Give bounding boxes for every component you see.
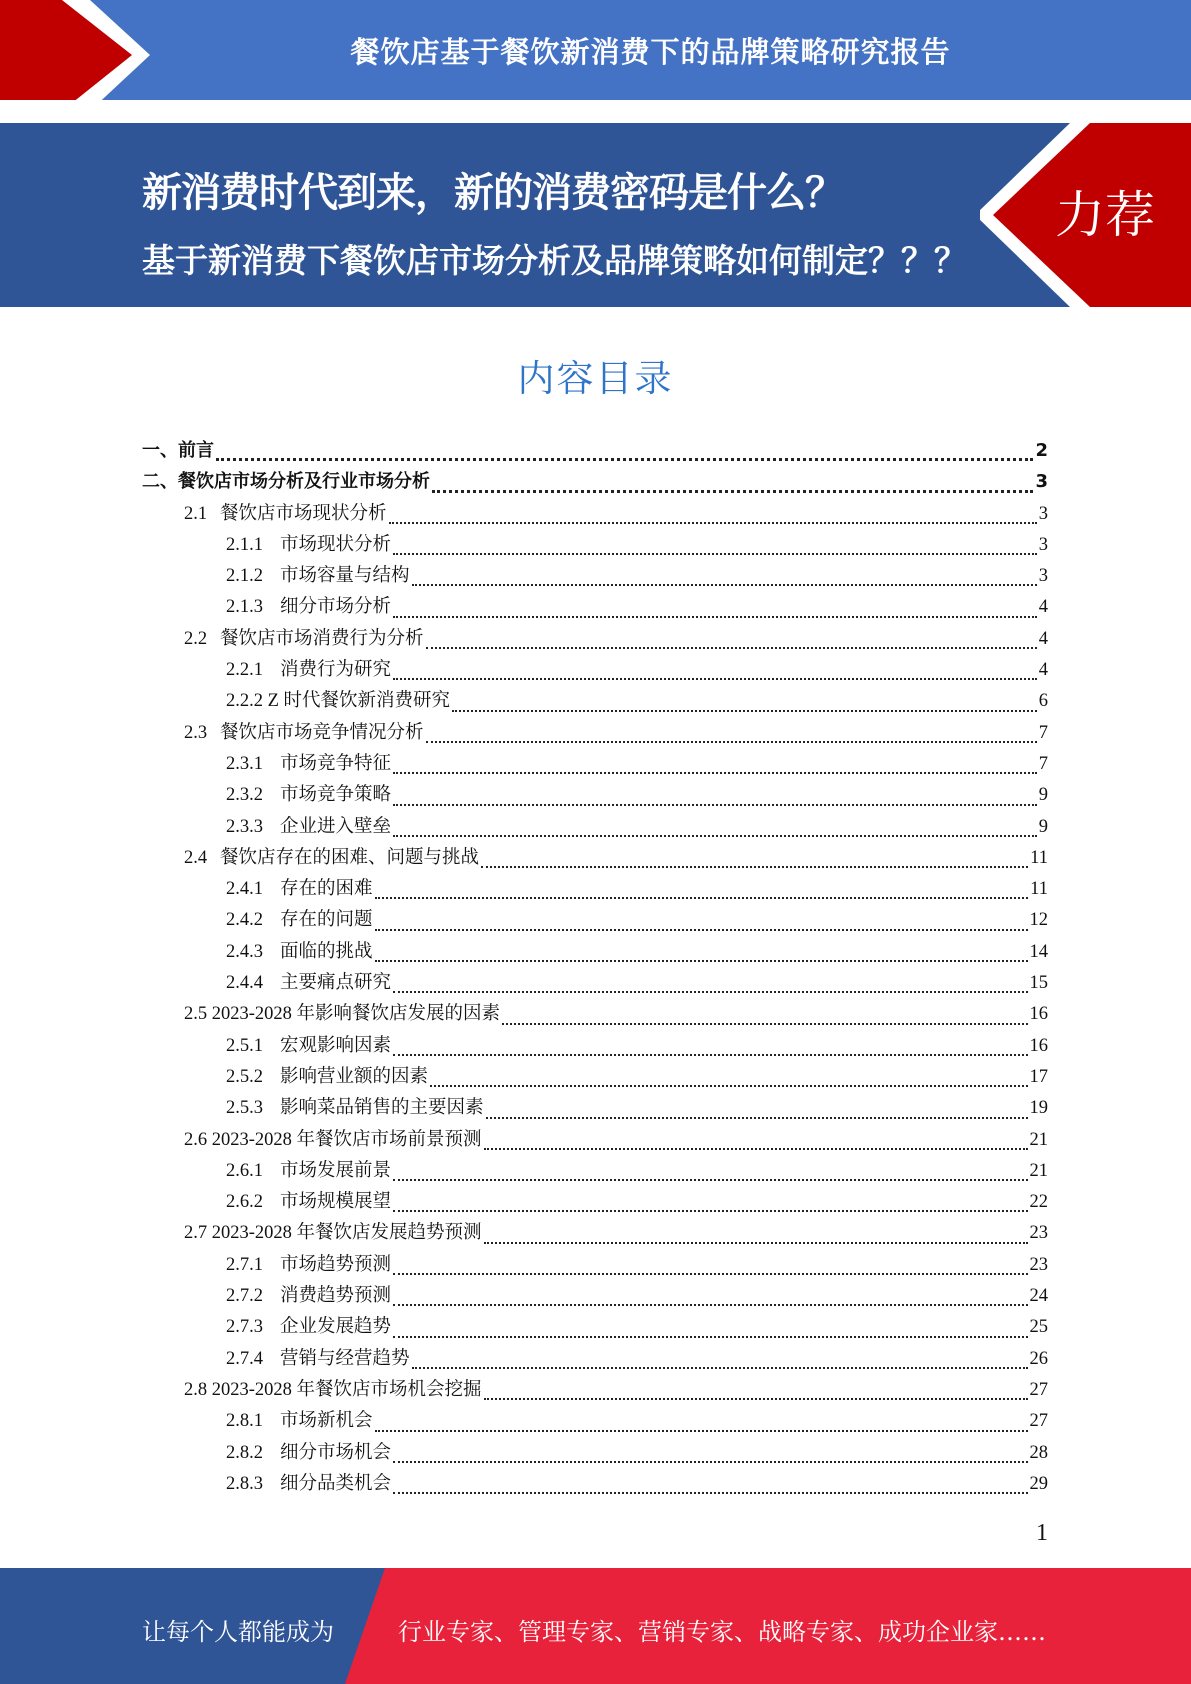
toc-entry-number: 2.1.3: [226, 597, 263, 618]
toc-leader-dots: [393, 1491, 1027, 1494]
toc-entry-label: [226, 592, 391, 618]
toc-entry-text: 市场竞争特征: [280, 753, 392, 774]
toc-entry-page: 25: [1029, 1317, 1048, 1338]
toc-leader-dots: [426, 740, 1037, 743]
toc-leader-dots: [393, 990, 1027, 993]
toc-entry[interactable]: [142, 812, 1048, 843]
toc-entry-text: 餐饮店存在的困难、问题与挑战: [220, 847, 480, 868]
toc-entry-label: [142, 436, 214, 462]
toc-entry[interactable]: [142, 499, 1048, 530]
toc-entry-text: 市场竞争策略: [280, 785, 392, 806]
toc-entry-label: [184, 1125, 482, 1151]
toc-leader-dots: [481, 865, 1028, 868]
toc-entry[interactable]: [142, 624, 1048, 655]
toc-leader-dots: [389, 521, 1037, 524]
toc-entry-number: 2.3.3: [226, 816, 263, 837]
toc-entry-page: 21: [1029, 1160, 1048, 1181]
toc-entry-page: 6: [1038, 691, 1048, 712]
toc-entry-page: 3: [1038, 566, 1048, 587]
toc-entry-text: 细分市场分析: [280, 597, 392, 618]
toc-entry-label: [226, 1406, 373, 1432]
hero-headline: 新消费时代到来，新的消费密码是什么？: [142, 170, 844, 216]
toc-entry-page: 23: [1029, 1254, 1048, 1275]
toc-entry-text: 市场规模展望: [280, 1192, 392, 1213]
toc-leader-dots: [393, 615, 1037, 618]
toc-leader-dots: [393, 1178, 1027, 1181]
toc-entry[interactable]: [142, 1125, 1048, 1156]
toc-entry-page: 9: [1038, 816, 1048, 837]
toc-entry-text: 营销与经营趋势: [280, 1348, 410, 1369]
toc-entry-number: 2.8.3: [226, 1473, 263, 1494]
toc-entry-number: 2.5.1: [226, 1035, 263, 1056]
toc-entry-page: 7: [1038, 753, 1048, 774]
toc-entry-page: 9: [1038, 785, 1048, 806]
toc-entry-page: 16: [1029, 1035, 1048, 1056]
toc-entry[interactable]: [142, 655, 1048, 686]
toc-entry-label: [226, 1031, 391, 1057]
toc-entry[interactable]: [142, 467, 1048, 498]
toc-entry-label: [184, 1218, 482, 1244]
recommend-badge-label: 力荐: [1055, 186, 1155, 244]
toc-entry-text: 消费行为研究: [280, 660, 392, 681]
toc-leader-dots: [393, 552, 1037, 555]
toc-entry-label: [226, 812, 391, 838]
toc-entry-text: 企业进入壁垒: [280, 816, 392, 837]
toc-entry-page: 15: [1029, 973, 1048, 994]
toc-entry-label: [226, 905, 373, 931]
toc-leader-dots: [393, 834, 1037, 837]
toc-entry-text: 影响营业额的因素: [280, 1066, 429, 1087]
toc-leader-dots: [412, 583, 1037, 586]
toc-entry-number: 2.4.2: [226, 910, 263, 931]
toc-entry-page: 16: [1029, 1004, 1048, 1025]
toc-entry-text: 细分市场机会: [280, 1442, 392, 1463]
toc-leader-dots: [375, 928, 1028, 931]
toc-leader-dots: [393, 1335, 1027, 1338]
toc-entry-page: 12: [1029, 910, 1048, 931]
toc-entry-page: 4: [1038, 628, 1048, 649]
toc-entry-label: [226, 1187, 391, 1213]
toc-entry-label: [226, 1250, 391, 1276]
toc-entry-text: 市场新机会: [280, 1411, 373, 1432]
banner-divider: [0, 100, 1191, 111]
toc-entry-page: 11: [1030, 847, 1048, 868]
toc-entry[interactable]: [142, 1438, 1048, 1469]
toc-entry-label: [226, 937, 373, 963]
toc-entry[interactable]: [142, 1187, 1048, 1218]
toc-leader-dots: [375, 896, 1029, 899]
toc-entry-text: 影响菜品销售的主要因素: [280, 1098, 484, 1119]
toc-entry-number: 2.5.2: [226, 1066, 263, 1087]
toc-leader-dots: [484, 1241, 1028, 1244]
toc-entry-number: 2.7.1: [226, 1254, 263, 1275]
toc-entry-page: 27: [1029, 1379, 1048, 1400]
toc-entry-number: 2.4.4: [226, 973, 263, 994]
toc-entry[interactable]: [142, 686, 1048, 717]
toc-entry[interactable]: [142, 1250, 1048, 1281]
toc-entry-label: [184, 999, 500, 1025]
toc-entry-page: 3: [1038, 503, 1048, 524]
toc-entry-page: 26: [1029, 1348, 1048, 1369]
toc-entry-text: 消费趋势预测: [280, 1286, 392, 1307]
toc-entry-number: 2.5.3: [226, 1098, 263, 1119]
toc-entry-label: [226, 749, 391, 775]
toc-entry-text: 市场发展前景: [280, 1160, 392, 1181]
toc-entry-label: [184, 499, 387, 525]
toc-entry[interactable]: [142, 718, 1048, 749]
toc-entry-text: 宏观影响因素: [280, 1035, 392, 1056]
toc-entry-page: 29: [1029, 1473, 1048, 1494]
toc-entry[interactable]: [142, 780, 1048, 811]
report-title: 餐饮店基于餐饮新消费下的品牌策略研究报告: [350, 34, 951, 69]
toc-entry[interactable]: [142, 749, 1048, 780]
toc-entry[interactable]: [142, 1281, 1048, 1312]
toc-entry-text: 2.6 2023-2028 年餐饮店市场前景预测: [184, 1129, 482, 1150]
toc-entry[interactable]: [142, 1218, 1048, 1249]
toc-entry-number: 2.4.3: [226, 941, 263, 962]
toc-leader-dots: [430, 1084, 1027, 1087]
toc-entry-number: 2.4.1: [226, 879, 263, 900]
toc-entry-page: 22: [1029, 1192, 1048, 1213]
toc-entry-label: [226, 561, 410, 587]
toc-entry-text: 市场趋势预测: [280, 1254, 392, 1275]
toc-entry-page: 23: [1029, 1223, 1048, 1244]
top-banner: [0, 0, 1191, 111]
toc-entry-page: 21: [1029, 1129, 1048, 1150]
toc-entry-number: 一、: [142, 440, 178, 461]
toc-entry-page: 24: [1029, 1286, 1048, 1307]
toc-leader-dots: [375, 1429, 1028, 1432]
toc-leader-dots: [432, 489, 1033, 493]
toc-entry-text: 存在的问题: [280, 910, 373, 931]
toc-entry-number: 2.2.1: [226, 660, 263, 681]
toc-entry-number: 2.8.1: [226, 1411, 263, 1432]
toc-entry-label: [184, 624, 424, 650]
toc-leader-dots: [393, 1053, 1027, 1056]
toc-entry-number: 2.2: [184, 628, 208, 649]
toc-leader-dots: [486, 1116, 1028, 1119]
toc-entry-number: 2.4: [184, 847, 208, 868]
toc-entry-number: 2.8.2: [226, 1442, 263, 1463]
toc-entry[interactable]: [142, 530, 1048, 561]
toc-entry-label: [226, 1281, 391, 1307]
toc-entry[interactable]: [142, 1469, 1048, 1500]
toc-entry-number: 二、: [142, 471, 178, 493]
toc-entry-number: 2.7.4: [226, 1348, 263, 1369]
toc-leader-dots: [393, 1272, 1027, 1275]
toc-entry-label: [226, 1469, 391, 1495]
toc-entry[interactable]: [142, 1344, 1048, 1375]
toc-entry-label: [226, 780, 391, 806]
toc-entry-number: 2.3.2: [226, 785, 263, 806]
toc-entry[interactable]: [142, 1093, 1048, 1124]
toc-entry-text: 2.7 2023-2028 年餐饮店发展趋势预测: [184, 1223, 482, 1244]
page-number: 1: [1036, 1520, 1048, 1546]
toc-entry-text: 前言: [178, 440, 214, 461]
toc-leader-dots: [426, 646, 1037, 649]
toc-entry-page: 4: [1038, 597, 1048, 618]
toc-entry-label: [184, 1375, 482, 1401]
toc-entry[interactable]: [142, 561, 1048, 592]
toc-entry-label: [226, 1312, 391, 1338]
toc-entry-label: [142, 467, 430, 493]
toc-entry-label: [226, 968, 391, 994]
toc-leader-dots: [484, 1397, 1028, 1400]
toc-leader-dots: [393, 1209, 1027, 1212]
toc-entry-text: 市场容量与结构: [280, 566, 410, 587]
toc-entry-number: 2.3.1: [226, 753, 263, 774]
toc-entry-text: 餐饮店市场现状分析: [220, 503, 387, 524]
toc-leader-dots: [484, 1147, 1028, 1150]
toc-entry[interactable]: [142, 1062, 1048, 1093]
toc-entry[interactable]: [142, 874, 1048, 905]
toc-leader-dots: [393, 803, 1037, 806]
toc-entry-page: 3: [1038, 534, 1048, 555]
hero-banner: [0, 123, 1191, 307]
toc-entry-label: [226, 530, 391, 556]
toc-entry-text: 市场现状分析: [280, 534, 392, 555]
toc-entry[interactable]: [142, 436, 1048, 467]
toc-entry-number: 2.1.2: [226, 566, 263, 587]
toc-leader-dots: [393, 771, 1037, 774]
toc-entry-label: [184, 718, 424, 744]
toc-leader-dots: [502, 1022, 1027, 1025]
toc-entry[interactable]: [142, 1406, 1048, 1437]
toc-entry-label: [226, 1093, 484, 1119]
toc-entry-label: [226, 655, 391, 681]
toc-entry-text: 2.5 2023-2028 年影响餐饮店发展的因素: [184, 1004, 501, 1025]
toc-entry[interactable]: [142, 999, 1048, 1030]
toc-leader-dots: [375, 959, 1028, 962]
toc-entry-page: 27: [1029, 1411, 1048, 1432]
toc-entry-number: 2.6.2: [226, 1192, 263, 1213]
toc-entry-number: 2.7.2: [226, 1286, 263, 1307]
toc-entry-page: 2: [1035, 440, 1048, 461]
toc-entry-page: 3: [1035, 471, 1048, 493]
toc-title: 内容目录: [517, 357, 674, 400]
footer-slogan-left: 让每个人都能成为: [142, 1618, 334, 1646]
toc-leader-dots: [393, 677, 1037, 680]
toc-entry-page: 19: [1029, 1098, 1048, 1119]
toc-entry-text: 企业发展趋势: [280, 1317, 392, 1338]
toc-entry-text: 2.2.2 Z 时代餐饮新消费研究: [226, 691, 451, 712]
toc-entry-label: [226, 1156, 391, 1182]
toc-leader-dots: [393, 1303, 1027, 1306]
toc-entry[interactable]: [142, 905, 1048, 936]
toc-entry-label: [226, 686, 450, 712]
toc-entry-label: [226, 1344, 410, 1370]
toc-entry-label: [226, 1062, 428, 1088]
toc-leader-dots: [412, 1366, 1028, 1369]
hero-subheadline: 基于新消费下餐饮店市场分析及品牌策略如何制定？？？: [142, 241, 967, 280]
toc-entry-number: 2.7.3: [226, 1317, 263, 1338]
toc-entry[interactable]: [142, 1156, 1048, 1187]
toc-entry-label: [184, 843, 479, 869]
toc-entry-label: [226, 874, 373, 900]
red-arrow-decoration: [0, 0, 150, 111]
toc-entry[interactable]: [142, 937, 1048, 968]
toc-entry[interactable]: [142, 1375, 1048, 1406]
toc-entry[interactable]: [142, 843, 1048, 874]
toc-entry-text: 餐饮店市场分析及行业市场分析: [178, 471, 430, 493]
toc-entry-page: 14: [1029, 941, 1048, 962]
toc-entry-text: 细分品类机会: [280, 1473, 392, 1494]
toc-entry-text: 面临的挑战: [280, 941, 373, 962]
toc-leader-dots: [452, 709, 1037, 712]
toc-entry[interactable]: [142, 592, 1048, 623]
toc-entry-text: 餐饮店市场竞争情况分析: [220, 722, 424, 743]
toc-entry-number: 2.1: [184, 503, 208, 524]
table-of-contents: [142, 436, 1048, 1500]
toc-entry[interactable]: [142, 1031, 1048, 1062]
toc-entry-text: 餐饮店市场消费行为分析: [220, 628, 424, 649]
toc-entry-number: 2.6.1: [226, 1160, 263, 1181]
toc-entry-number: 2.3: [184, 722, 208, 743]
toc-leader-dots: [393, 1460, 1027, 1463]
toc-entry-text: 存在的困难: [280, 879, 373, 900]
toc-entry-page: 11: [1030, 879, 1048, 900]
toc-entry-text: 2.8 2023-2028 年餐饮店市场机会挖掘: [184, 1379, 482, 1400]
toc-entry-page: 4: [1038, 660, 1048, 681]
toc-entry[interactable]: [142, 1312, 1048, 1343]
footer-banner: [0, 1568, 1191, 1684]
footer-slogan-right: 行业专家、管理专家、营销专家、战略专家、成功企业家……: [398, 1618, 1046, 1646]
toc-entry-page: 17: [1029, 1066, 1048, 1087]
toc-leader-dots: [216, 457, 1033, 461]
toc-entry-number: 2.1.1: [226, 534, 263, 555]
toc-entry-label: [226, 1438, 391, 1464]
toc-entry[interactable]: [142, 968, 1048, 999]
toc-entry-page: 7: [1038, 722, 1048, 743]
toc-entry-page: 28: [1029, 1442, 1048, 1463]
toc-entry-text: 主要痛点研究: [280, 973, 392, 994]
